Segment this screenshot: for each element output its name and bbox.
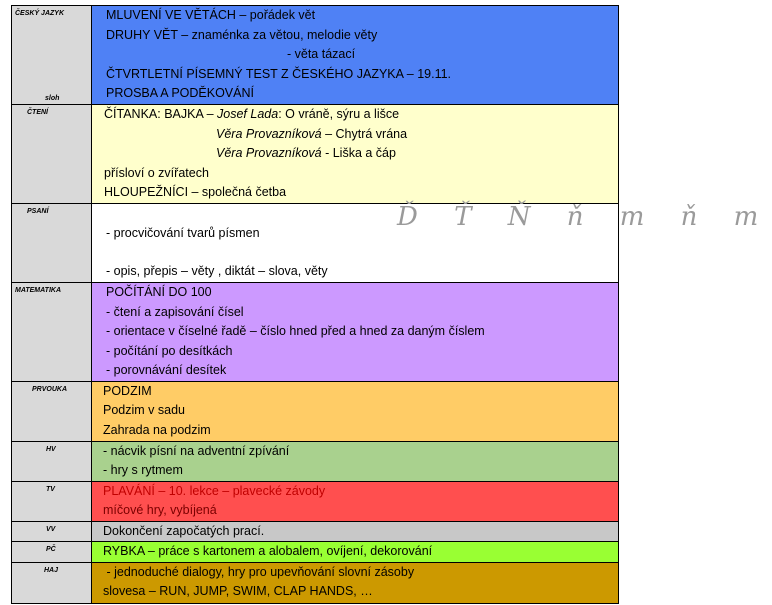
subject-cell xyxy=(12,542,92,563)
content-line: Zahrada na podzim xyxy=(103,422,211,437)
content-line: - počítání po desítkách xyxy=(106,343,233,358)
subject-cell xyxy=(12,6,92,105)
row-matematika xyxy=(12,283,619,382)
subject-cell xyxy=(12,521,92,542)
subject-cell xyxy=(12,562,92,603)
content-line: - nácvik písní na adventní zpívání xyxy=(103,443,290,458)
content-cell xyxy=(92,441,619,481)
content-line: slovesa – RUN, JUMP, SWIM, CLAP HANDS, … xyxy=(103,584,373,598)
text-span: : O vráně, sýru a lišce xyxy=(278,107,400,121)
subject-label: HV xyxy=(46,445,56,453)
row-haj xyxy=(12,562,619,603)
content-line: POČÍTÁNÍ DO 100 xyxy=(106,285,212,299)
text-span: – Chytrá vrána xyxy=(321,126,408,141)
author-name: Věra Provazníková xyxy=(216,126,322,141)
subject-cell xyxy=(12,105,92,204)
subject-label: PRVOUKA xyxy=(32,385,68,393)
content-line: - jednoduché dialogy, hry pro upevňování slovní zásoby xyxy=(103,564,415,579)
weekly-plan-table xyxy=(11,5,772,604)
content-line: MLUVENÍ VE VĚTÁCH – pořádek vět xyxy=(106,8,316,22)
subject-label: MATEMATIKA xyxy=(15,287,62,294)
content-line: RYBKA – práce s kartonem a alobalem, ovíjení, dekorování xyxy=(103,544,433,558)
subject-label: ČESKÝ JAZYK xyxy=(15,10,65,17)
content-line: - hry s rytmem xyxy=(103,463,183,477)
row-prvouka xyxy=(12,381,619,441)
content-line: PODZIM xyxy=(103,383,152,398)
content-line xyxy=(92,144,618,164)
row-tv xyxy=(12,481,619,521)
content-cell xyxy=(92,542,619,563)
content-cell xyxy=(92,521,619,542)
content-line: - čtení a zapisování čísel xyxy=(106,304,244,319)
content-line: PLAVÁNÍ – 10. lekce – plavecké závody xyxy=(103,483,326,498)
content-line: Podzim v sadu xyxy=(103,403,185,417)
subject-sublabel: sloh xyxy=(45,95,60,102)
content-cell xyxy=(92,481,619,521)
content-cell xyxy=(92,6,619,105)
content-line: Dokončení započatých prací. xyxy=(103,523,265,538)
subject-label: PSANÍ xyxy=(27,208,49,215)
row-cesky-jazyk xyxy=(12,6,619,105)
content-line: - věta tázací xyxy=(287,47,356,61)
content-cell xyxy=(92,202,772,283)
content-line: - procvičování tvarů písmen xyxy=(106,226,260,240)
content-line xyxy=(92,125,618,145)
content-cell xyxy=(92,562,619,603)
author-name: Věra Provazníková xyxy=(216,146,322,160)
handwriting-sample: Ď Ť Ň ň m ň m xyxy=(397,202,772,232)
content-line: - orientace v číselné řadě – číslo hned před a hned za daným číslem xyxy=(106,324,485,338)
row-cteni xyxy=(12,105,619,204)
content-line: přísloví o zvířatech xyxy=(104,165,209,180)
content-cell xyxy=(92,105,619,204)
subject-cell xyxy=(12,481,92,521)
subject-label: ČTENÍ xyxy=(27,109,48,116)
content-line: - opis, přepis – věty , diktát – slova, věty xyxy=(106,263,328,278)
row-vv xyxy=(12,521,619,542)
content-line xyxy=(92,105,618,125)
subject-cell xyxy=(12,441,92,481)
subject-label: PČ xyxy=(46,546,56,553)
row-hv xyxy=(12,441,619,481)
subject-cell xyxy=(12,204,92,283)
content-line: HLOUPEŽNÍCI – společná četba xyxy=(104,185,287,199)
content-cell xyxy=(92,381,619,441)
content-line: DRUHY VĚT – znaménka za větou, melodie věty xyxy=(106,27,378,42)
row-pc xyxy=(12,542,619,563)
text-span: ČÍTANKA: BAJKA – xyxy=(104,107,218,121)
author-name: Josef Lada xyxy=(217,107,279,121)
subject-label: VV xyxy=(46,525,56,533)
content-cell xyxy=(92,283,619,382)
subject-label: TV xyxy=(46,485,55,493)
content-line: míčové hry, vybíjená xyxy=(103,503,217,517)
text-span: - Liška a čáp xyxy=(321,146,396,160)
row-psani xyxy=(12,204,619,283)
subject-label: HAJ xyxy=(44,566,59,574)
subject-cell xyxy=(12,283,92,382)
content-line: PROSBA A PODĚKOVÁNÍ xyxy=(106,86,254,100)
content-line: - porovnávání desítek xyxy=(106,363,227,377)
content-line: ČTVRTLETNÍ PÍSEMNÝ TEST Z ČESKÉHO JAZYKA – 19.11. xyxy=(106,66,452,81)
subject-cell xyxy=(12,381,92,441)
